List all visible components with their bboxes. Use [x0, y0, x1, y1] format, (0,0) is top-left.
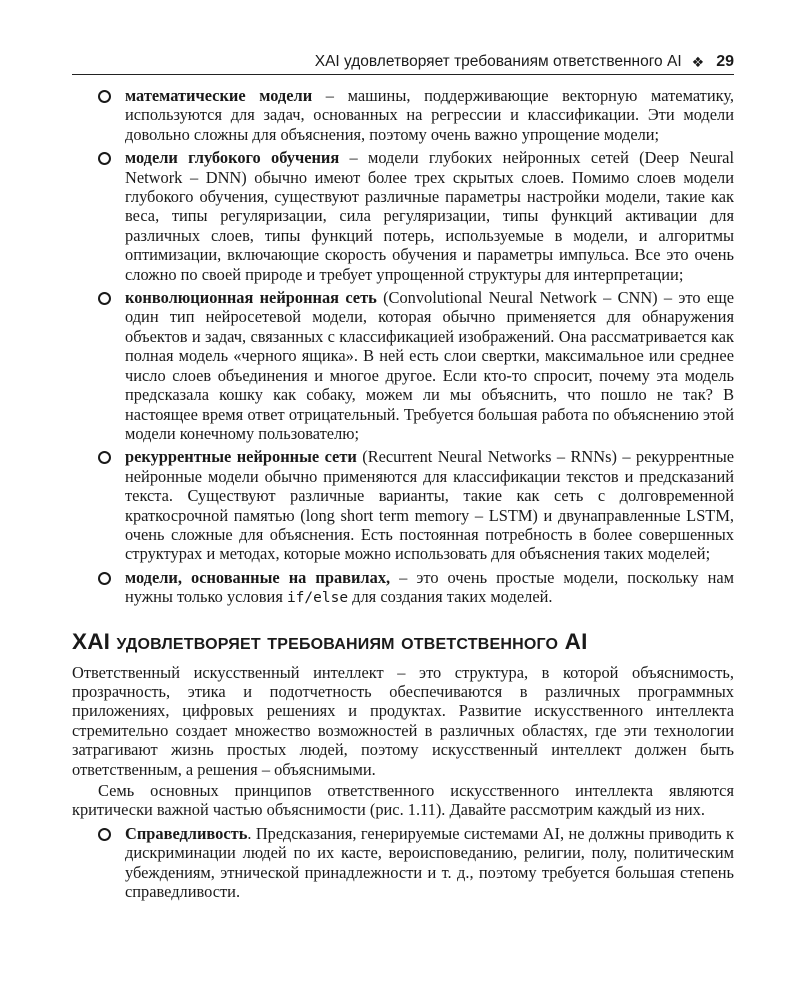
- circle-bullet-icon: [98, 152, 111, 165]
- list-item: [98, 86, 734, 144]
- list-item: [98, 824, 734, 902]
- list-item: [98, 447, 734, 563]
- page-body: [72, 86, 734, 905]
- running-header: [72, 50, 734, 75]
- item-text: – это очень простые модели, поскольку нам нужны только условия: [125, 567, 734, 607]
- item-text: – модели глубоких нейронных сетей (Deep Neural Network – DNN) обычно имеют более трех скрытых слоев. Помимо слоев модели глубокого обучения, существуют различные параметры настройки модели, такие как веса, типы регуляризации, сила регуляризации, типы функций активации для различных слоев, типы функций потерь, используемые в модели, и алгоритмы оптимизации, включающие скорость обучения и параметры импульса. Все это очень сложно по своей природе и требует упрощенной структуры для интерпретации;: [125, 148, 734, 284]
- circle-bullet-icon: [98, 292, 111, 305]
- list-item: [98, 568, 734, 609]
- term: модели, основанные на правилах,: [125, 567, 391, 587]
- term: математические модели: [125, 86, 313, 105]
- paragraph: Семь основных принципов ответственного искусственного интеллекта являются критически важной частью объяснимости (рис. 1.11). Давайте рассмотрим каждый из них.: [72, 781, 734, 820]
- circle-bullet-icon: [98, 451, 111, 464]
- circle-bullet-icon: [98, 90, 111, 103]
- section-heading: XAI удовлетворяет требованиям ответственного AI: [72, 628, 588, 654]
- page-number: 29: [716, 53, 734, 70]
- list-item: [98, 288, 734, 443]
- term: конволюционная нейронная сеть: [125, 288, 377, 308]
- item-text: . Предсказания, генерируемые системами AI, не должны приводить к дискриминации людей по их касте, вероисповеданию, религии, полу, политическим убеждениям, этнической принадлежности и т. д., поэтому требуется большая степень справедливости.: [125, 823, 734, 902]
- term: модели глубокого обучения: [125, 148, 340, 168]
- item-text: (Convolutional Neural Network – CNN) – это еще один тип нейросетевой модели, которая обычно применяется для обнаружения объектов и задач, связанных с классификацией изображений. Она рассматривается как полная модель «черного ящика». В ней есть слои свертки, максимальное или среднее число слоев объединения и многое другое. Если кто-то спросит, почему эта модель предсказала кошку как собаку, можем ли мы объяснить, что пошло не так? В настоящее время ответ отрицательный. Требуется большая работа по объяснению этой модели конечному пользователю;: [125, 288, 734, 443]
- diamond-ornament-icon: ❖: [691, 53, 705, 70]
- item-text: (Recurrent Neural Networks – RNNs) – рекуррентные нейронные модели обычно применяются для классификации текстов и предсказаний текста. Существуют различные варианты, такие как сеть с долговременной краткосрочной памятью (long short term memory – LSTM) и двунаправленные LSTM, очень сложные для объяснения. Есть постоянная потребность в более совершенных структурах и методах, которые можно использовать для объяснения таких моделей;: [125, 447, 734, 564]
- model-types-list: [98, 86, 734, 609]
- principles-list: [98, 824, 734, 902]
- term: Справедливость: [125, 823, 248, 843]
- circle-bullet-icon: [98, 828, 111, 841]
- paragraph: Ответственный искусственный интеллект – это структура, в которой объяснимость, прозрачность, этика и подотчетность обеспечиваются в различных программных приложениях, цифровых решениях и продуктах. Развитие искусственного интеллекта стремительно создает множество возможностей в различных областях, где эти технологии затрагивают жизнь простых людей, поэтому искусственный интеллект должен быть ответственным, а решения – объяснимыми.: [72, 662, 734, 779]
- inline-code: if/else: [286, 590, 349, 607]
- running-title: XAI удовлетворяет требованиям ответственного AI: [314, 53, 682, 70]
- item-text-after: для создания таких моделей.: [348, 587, 553, 607]
- list-item: [98, 148, 734, 284]
- item-text: – машины, поддерживающие векторную математику, используются для задач, основанных на регрессии и классификации. Эти модели довольно сложны для объяснения, поэтому очень важно упрощение модели;: [125, 86, 734, 144]
- circle-bullet-icon: [98, 572, 111, 585]
- term: рекуррентные нейронные сети: [125, 447, 357, 467]
